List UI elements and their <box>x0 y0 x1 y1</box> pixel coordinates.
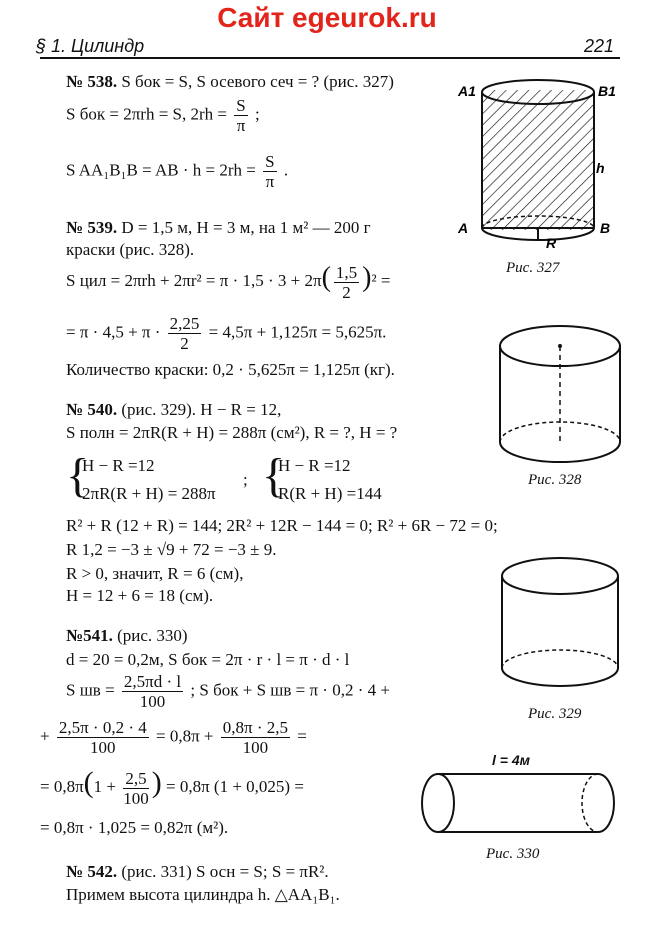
problem-541-line6: = 0,8π · 1,025 = 0,82π (м²). <box>40 818 229 837</box>
caption-327: Рис. 327 <box>506 260 560 276</box>
problem-538-line2: S бок = 2πrh = S, 2rh = $\frac{S}{\pi}$ ; <box>66 96 260 135</box>
label-B: B <box>600 220 611 236</box>
label-h: h <box>596 160 605 176</box>
label-A: A <box>458 220 469 236</box>
section-title: § 1. Цилиндр <box>36 36 145 56</box>
length-label: l = 4м <box>492 752 530 768</box>
axial-section <box>482 90 594 230</box>
problem-542-title: № 542. <box>66 862 118 881</box>
problem-539-line3: = π · 4,5 + π · $\frac{2,25}{2}$ = 4,5π + 1,125π = 5,625π. <box>66 314 387 353</box>
figure-328 <box>490 316 640 476</box>
page-number: 221 <box>584 36 615 56</box>
problem-541-line4: + $\frac{2,5\pi \cdot 0,2 \cdot 4}{100}$ = 0,8π + $\frac{0,8\pi \cdot 2,5}{100}$ = <box>40 718 307 757</box>
problem-540-line2: S полн = 2πR(R + H) = 288π (см²), R = ?, H = ? <box>66 423 398 442</box>
label-A1: A1 <box>458 83 476 99</box>
figure-330 <box>414 766 624 842</box>
caption-329: Рис. 329 <box>528 706 582 722</box>
caption-328: Рис. 328 <box>528 472 582 488</box>
problem-539-line2: S цил = 2πrh + 2πr² = π · 1,5 · 3 + 2π( $\frac{1,5}{2}$ )² = <box>66 262 391 302</box>
problem-538-title: № 538. <box>66 72 118 91</box>
label-B1: B1 <box>598 83 616 99</box>
figure-329 <box>490 548 640 698</box>
problem-540-line5: R > 0, значит, R = 6 (см), <box>66 564 244 583</box>
system-separator: ; <box>243 470 248 489</box>
figure-327 <box>450 78 630 278</box>
problem-539-line1b: краски (рис. 328). <box>66 240 195 259</box>
problem-542-line2: Примем высота цилиндра h. △AA₁B₁. <box>66 885 340 904</box>
problem-540-line3: R² + R (12 + R) = 144; 2R² + 12R − 144 = 0; R² + 6R − 72 = 0; <box>66 516 498 535</box>
label-R: R <box>546 235 557 251</box>
problem-538-line3: S AA₁B₁B = AB · h = 2rh = $\frac{S}{\pi}$ . <box>66 152 289 191</box>
problem-539-line1: № 539. D = 1,5 м, H = 3 м, на 1 м² — 200 г <box>66 218 371 237</box>
problem-539-line4: Количество краски: 0,2 · 5,625π = 1,125π (кг). <box>66 360 395 379</box>
problem-541-line3: S шв = $\frac{2,5\pi d \cdot l}{100}$ ; S бок + S шв = π · 0,2 · 4 + <box>66 672 390 711</box>
watermark: Сайт egeurok.ru <box>217 2 437 33</box>
problem-541-line5: = 0,8π(1 + $\frac{2,5}{100}$ ) = 0,8π (1 + 0,025) = <box>40 766 304 808</box>
problem-542-line1: № 542. (рис. 331) S осн = S; S = πR². <box>66 862 329 881</box>
caption-330: Рис. 330 <box>486 846 540 862</box>
problem-539-title: № 539. <box>66 218 118 237</box>
problem-538-line1: № 538. S бок = S, S осевого сеч = ? (рис. 327) <box>66 72 394 91</box>
problem-540-line6: H = 12 + 6 = 18 (см). <box>66 586 214 605</box>
header-rule <box>40 57 620 59</box>
problem-540-title: № 540. <box>66 400 118 419</box>
problem-540-line4: R 1,2 = −3 ± √9 + 72 = −3 ± 9. <box>66 540 277 559</box>
problem-541-title: №541. <box>66 626 113 645</box>
problem-540-line1: № 540. (рис. 329). H − R = 12, <box>66 400 282 419</box>
problem-541-line2: d = 20 = 0,2м, S бок = 2π · r · l = π · d · l <box>66 650 350 669</box>
problem-541-line1: №541. (рис. 330) <box>66 626 188 645</box>
